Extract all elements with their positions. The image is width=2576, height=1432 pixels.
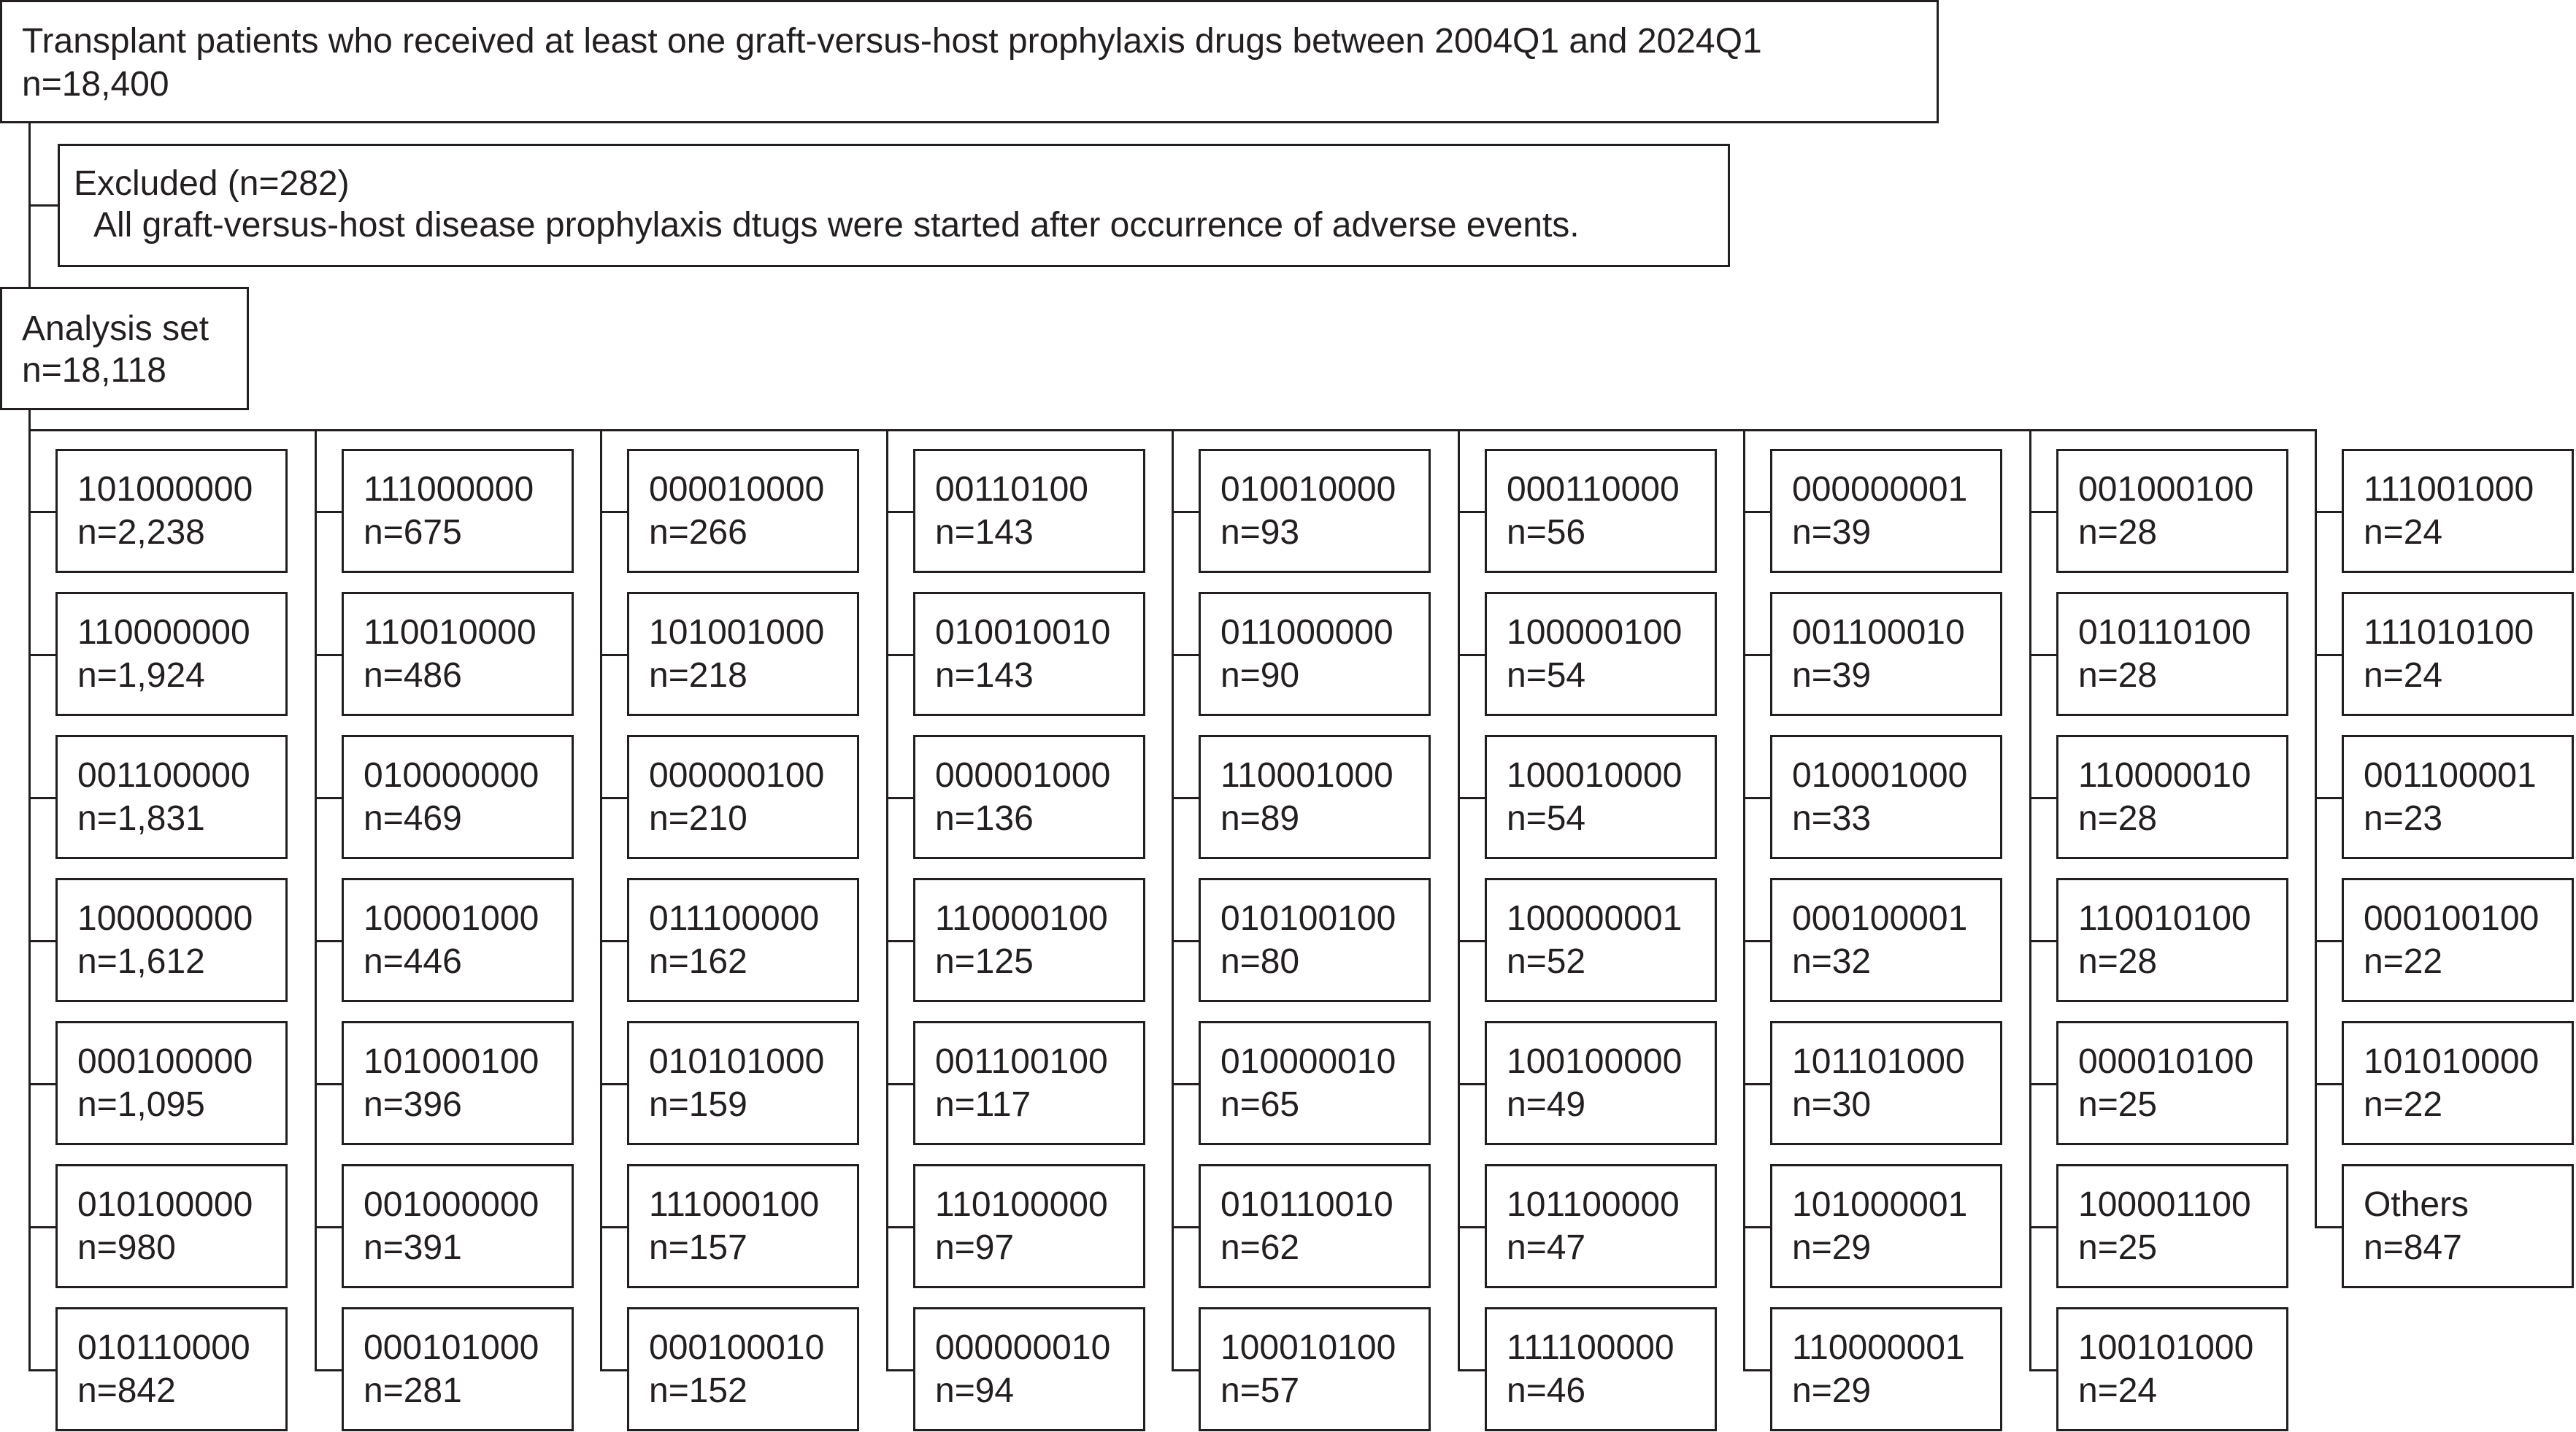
group-count: n=49 (1507, 1085, 1586, 1124)
group-box (55, 1021, 288, 1145)
branch-tick-line (1172, 1083, 1200, 1085)
group-box (2056, 878, 2288, 1002)
group-box (627, 878, 859, 1002)
group-code: 100100000 (1507, 1042, 1683, 1081)
group-box (1485, 1307, 1717, 1431)
group-count: n=80 (1220, 942, 1300, 981)
group-box (1770, 1164, 2002, 1288)
group-count: n=847 (2364, 1228, 2462, 1267)
group-count: n=62 (1220, 1228, 1300, 1267)
group-box (1485, 878, 1717, 1002)
branch-tick-line (600, 1083, 628, 1085)
group-code: 000000100 (649, 756, 825, 795)
branch-tick-line (2029, 511, 2058, 513)
branch-tick-line (2029, 1226, 2058, 1228)
group-count: n=28 (2078, 656, 2158, 695)
group-code: 000100001 (1792, 899, 1968, 938)
group-box (2342, 592, 2574, 716)
branch-tick-line (2315, 654, 2343, 656)
branch-tick-line (600, 511, 628, 513)
branch-tick-line (1743, 1083, 1772, 1085)
group-count: n=39 (1792, 656, 1872, 695)
branch-tick-line (600, 797, 628, 799)
group-count: n=281 (364, 1371, 462, 1410)
group-box (342, 735, 574, 859)
column-spine-line (2029, 429, 2031, 1371)
group-code: 010010010 (935, 613, 1111, 652)
group-code: 010110010 (1220, 1185, 1393, 1224)
group-count: n=25 (2078, 1228, 2158, 1267)
group-box (1199, 592, 1431, 716)
branch-tick-line (886, 511, 915, 513)
group-code: 000100000 (77, 1042, 253, 1081)
group-count: n=162 (649, 942, 747, 981)
group-code: 000100010 (649, 1328, 825, 1367)
group-box (627, 592, 859, 716)
group-code: 110000000 (77, 613, 250, 652)
group-box (342, 449, 574, 573)
group-count: n=1,095 (77, 1085, 205, 1124)
group-code: 110010100 (2078, 899, 2251, 938)
branch-tick-line (315, 1226, 343, 1228)
branch-tick-line (600, 940, 628, 942)
branch-tick-line (2315, 1226, 2343, 1228)
group-code: 010110100 (2078, 613, 2251, 652)
group-count: n=218 (649, 656, 747, 695)
group-box (1770, 735, 2002, 859)
branch-tick-line (2029, 1369, 2058, 1371)
excluded-branch-line (28, 204, 60, 207)
group-count: n=46 (1507, 1371, 1586, 1410)
group-count: n=24 (2364, 513, 2443, 552)
analysis-set-title: Analysis set (22, 309, 209, 348)
group-count: n=469 (364, 799, 462, 838)
branch-tick-line (28, 1369, 57, 1371)
group-count: n=266 (649, 513, 747, 552)
group-box (55, 878, 288, 1002)
branch-tick-line (600, 1369, 628, 1371)
group-code: 000000010 (935, 1328, 1111, 1367)
group-box (627, 735, 859, 859)
group-box (342, 1307, 574, 1431)
group-code: 010000000 (364, 756, 539, 795)
group-box (627, 1307, 859, 1431)
group-count: n=486 (364, 656, 462, 695)
group-count: n=89 (1220, 799, 1300, 838)
group-count: n=29 (1792, 1228, 1872, 1267)
excluded-title: Excluded (n=282) (74, 164, 350, 203)
group-box (1770, 449, 2002, 573)
group-code: 100000100 (1507, 613, 1683, 652)
column-spine-line (1743, 429, 1745, 1371)
group-code: 101000100 (364, 1042, 539, 1081)
group-count: n=157 (649, 1228, 747, 1267)
branch-tick-line (2029, 940, 2058, 942)
branch-tick-line (1743, 940, 1772, 942)
group-count: n=52 (1507, 942, 1586, 981)
excluded-box (58, 144, 1730, 267)
group-box (1199, 735, 1431, 859)
group-box (2056, 592, 2288, 716)
branch-tick-line (2315, 1083, 2343, 1085)
group-count: n=47 (1507, 1228, 1586, 1267)
group-box (1199, 878, 1431, 1002)
group-box (1199, 1307, 1431, 1431)
group-count: n=57 (1220, 1371, 1300, 1410)
group-count: n=396 (364, 1085, 462, 1124)
group-count: n=210 (649, 799, 747, 838)
group-box (913, 1307, 1145, 1431)
branch-tick-line (1743, 1369, 1772, 1371)
branch-tick-line (1458, 1083, 1486, 1085)
group-code: 101000000 (77, 470, 253, 509)
group-box (342, 1021, 574, 1145)
population-title: Transplant patients who received at least one graft-versus-host prophylaxis drugs between 2004Q1 and 2024Q1 (22, 22, 1762, 61)
group-code: 111000100 (649, 1185, 820, 1224)
group-count: n=93 (1220, 513, 1300, 552)
branch-tick-line (886, 940, 915, 942)
group-box (1199, 1164, 1431, 1288)
branch-tick-line (886, 1226, 915, 1228)
analysis-set-count: n=18,118 (22, 351, 166, 390)
group-code: 111000000 (364, 470, 534, 509)
group-code: 100010000 (1507, 756, 1683, 795)
group-count: n=117 (935, 1085, 1031, 1124)
group-code: 000101000 (364, 1328, 539, 1367)
group-code: 010010000 (1220, 470, 1396, 509)
branch-tick-line (28, 1083, 57, 1085)
group-box (627, 1021, 859, 1145)
branch-tick-line (600, 1226, 628, 1228)
branch-tick-line (28, 511, 57, 513)
column-spine-line (2315, 429, 2317, 1228)
group-code: 000010000 (649, 470, 825, 509)
group-box (342, 1164, 574, 1288)
population-to-analysis-line (28, 122, 31, 294)
group-code: 001100010 (1792, 613, 1965, 652)
branch-tick-line (1458, 940, 1486, 942)
group-box (2342, 1164, 2574, 1288)
group-box (1770, 592, 2002, 716)
group-box (55, 735, 288, 859)
group-box (342, 592, 574, 716)
group-box (1199, 449, 1431, 573)
group-box (913, 878, 1145, 1002)
group-count: n=25 (2078, 1085, 2158, 1124)
group-count: n=22 (2364, 942, 2443, 981)
branch-tick-line (1743, 511, 1772, 513)
branch-tick-line (1743, 1226, 1772, 1228)
column-spine-line (886, 429, 888, 1371)
group-count: n=29 (1792, 1371, 1872, 1410)
group-code: 001100100 (935, 1042, 1108, 1081)
group-count: n=39 (1792, 513, 1872, 552)
group-count: n=24 (2364, 656, 2443, 695)
group-count: n=28 (2078, 942, 2158, 981)
group-box (913, 735, 1145, 859)
group-count: n=56 (1507, 513, 1586, 552)
group-code: 100000000 (77, 899, 253, 938)
group-code: 001100000 (77, 756, 250, 795)
group-box (1485, 592, 1717, 716)
group-code: 010100100 (1220, 899, 1396, 938)
group-code: 000100100 (2364, 899, 2540, 938)
group-count: n=980 (77, 1228, 176, 1267)
group-code: 100001100 (2078, 1185, 2251, 1224)
group-code: 100010100 (1220, 1328, 1396, 1367)
branch-tick-line (1172, 1369, 1200, 1371)
branch-tick-line (2029, 797, 2058, 799)
group-box (627, 1164, 859, 1288)
group-code: 100101000 (2078, 1328, 2254, 1367)
group-count: n=125 (935, 942, 1034, 981)
group-code: 010001000 (1792, 756, 1968, 795)
column-spine-line (315, 429, 317, 1371)
branch-tick-line (28, 654, 57, 656)
group-count: n=97 (935, 1228, 1015, 1267)
branch-tick-line (2029, 654, 2058, 656)
branch-tick-line (1172, 940, 1200, 942)
group-code: 101001000 (649, 613, 825, 652)
branch-tick-line (28, 1226, 57, 1228)
group-count: n=22 (2364, 1085, 2443, 1124)
branch-tick-line (2315, 511, 2343, 513)
group-box (1485, 1021, 1717, 1145)
branch-tick-line (1172, 797, 1200, 799)
group-count: n=1,612 (77, 942, 205, 981)
branch-tick-line (886, 1369, 915, 1371)
group-box (913, 1164, 1145, 1288)
branch-tick-line (2029, 1083, 2058, 1085)
group-count: n=23 (2364, 799, 2443, 838)
group-code: 110010000 (364, 613, 537, 652)
group-count: n=54 (1507, 799, 1586, 838)
group-count: n=143 (935, 656, 1034, 695)
group-code: 101000001 (1792, 1185, 1968, 1224)
group-count: n=159 (649, 1085, 747, 1124)
branch-tick-line (1743, 797, 1772, 799)
branch-tick-line (1458, 1369, 1486, 1371)
group-box (2056, 1164, 2288, 1288)
group-code: 010101000 (649, 1042, 825, 1081)
group-code: 000010100 (2078, 1042, 2254, 1081)
group-count: n=28 (2078, 513, 2158, 552)
group-count: n=675 (364, 513, 462, 552)
group-box (1770, 878, 2002, 1002)
group-count: n=2,238 (77, 513, 205, 552)
group-code: 011000000 (1220, 613, 1393, 652)
group-code: 001000000 (364, 1185, 539, 1224)
group-code: 111001000 (2364, 470, 2534, 509)
group-code: 000110000 (1507, 470, 1680, 509)
group-box (913, 592, 1145, 716)
branch-tick-line (886, 797, 915, 799)
group-box (1199, 1021, 1431, 1145)
branch-tick-line (1458, 511, 1486, 513)
branch-tick-line (1743, 654, 1772, 656)
group-count: n=391 (364, 1228, 462, 1267)
group-box (2342, 735, 2574, 859)
group-code: 000000001 (1792, 470, 1968, 509)
group-code: 111010100 (2364, 613, 2534, 652)
group-code: 110000100 (935, 899, 1108, 938)
group-box (2342, 1021, 2574, 1145)
branch-tick-line (315, 1083, 343, 1085)
group-box (55, 592, 288, 716)
group-count: n=28 (2078, 799, 2158, 838)
group-box (342, 878, 574, 1002)
branch-tick-line (28, 797, 57, 799)
group-box (1770, 1307, 2002, 1431)
group-box (55, 1307, 288, 1431)
branch-tick-line (315, 654, 343, 656)
group-box (2342, 449, 2574, 573)
group-box (2056, 1307, 2288, 1431)
group-code: 101010000 (2364, 1042, 2540, 1081)
group-box (2056, 735, 2288, 859)
group-code: 110100000 (935, 1185, 1108, 1224)
branch-tick-line (28, 940, 57, 942)
group-code: 00110100 (935, 470, 1088, 509)
group-code: 110000010 (2078, 756, 2251, 795)
group-code: 010000010 (1220, 1042, 1396, 1081)
group-count: n=90 (1220, 656, 1300, 695)
group-count: n=1,831 (77, 799, 205, 838)
branch-tick-line (315, 797, 343, 799)
group-code: 110001000 (1220, 756, 1393, 795)
branch-tick-line (1458, 797, 1486, 799)
group-count: n=33 (1792, 799, 1872, 838)
branch-tick-line (2315, 797, 2343, 799)
group-code: 100001000 (364, 899, 539, 938)
group-count: n=143 (935, 513, 1034, 552)
group-count: n=24 (2078, 1371, 2158, 1410)
branch-tick-line (886, 654, 915, 656)
group-count: n=152 (649, 1371, 747, 1410)
group-code: Others (2364, 1185, 2469, 1224)
branch-tick-line (1458, 1226, 1486, 1228)
group-code: 001000100 (2078, 470, 2254, 509)
group-count: n=32 (1792, 942, 1872, 981)
group-count: n=842 (77, 1371, 176, 1410)
group-code: 100000001 (1507, 899, 1683, 938)
group-box (55, 1164, 288, 1288)
branch-tick-line (2315, 940, 2343, 942)
group-code: 001100001 (2364, 756, 2537, 795)
group-count: n=94 (935, 1371, 1015, 1410)
group-code: 111100000 (1507, 1328, 1675, 1367)
group-code: 101100000 (1507, 1185, 1680, 1224)
column-spine-line (600, 429, 602, 1371)
group-code: 110000001 (1792, 1328, 1965, 1367)
branch-tick-line (1172, 1226, 1200, 1228)
population-count: n=18,400 (22, 65, 169, 104)
branch-tick-line (886, 1083, 915, 1085)
group-count: n=136 (935, 799, 1034, 838)
group-count: n=1,924 (77, 656, 205, 695)
column-spine-line (1172, 429, 1174, 1371)
column-spine-line (1458, 429, 1460, 1371)
group-box (55, 449, 288, 573)
excluded-reason: All graft-versus-host disease prophylaxis dtugs were started after occurrence of adverse events. (93, 206, 1580, 245)
group-box (1485, 449, 1717, 573)
group-box (627, 449, 859, 573)
group-box (2056, 1021, 2288, 1145)
group-count: n=65 (1220, 1085, 1300, 1124)
group-box (2342, 878, 2574, 1002)
group-code: 101101000 (1792, 1042, 1965, 1081)
branch-tick-line (315, 1369, 343, 1371)
branch-tick-line (1172, 511, 1200, 513)
group-code: 011100000 (649, 899, 820, 938)
population-box (0, 0, 1939, 123)
branch-tick-line (1172, 654, 1200, 656)
group-box (1485, 735, 1717, 859)
branch-tick-line (600, 654, 628, 656)
column-spine-line (28, 429, 31, 1371)
group-box (913, 1021, 1145, 1145)
branch-tick-line (1458, 654, 1486, 656)
group-count: n=446 (364, 942, 462, 981)
group-box (1485, 1164, 1717, 1288)
analysis-set-box (0, 287, 249, 410)
group-box (2056, 449, 2288, 573)
group-count: n=54 (1507, 656, 1586, 695)
group-count: n=30 (1792, 1085, 1872, 1124)
group-box (1770, 1021, 2002, 1145)
analysis-to-groups-line (28, 408, 31, 431)
group-code: 010100000 (77, 1185, 253, 1224)
group-code: 000001000 (935, 756, 1111, 795)
group-code: 010110000 (77, 1328, 250, 1367)
branch-tick-line (315, 940, 343, 942)
branch-tick-line (315, 511, 343, 513)
group-box (913, 449, 1145, 573)
